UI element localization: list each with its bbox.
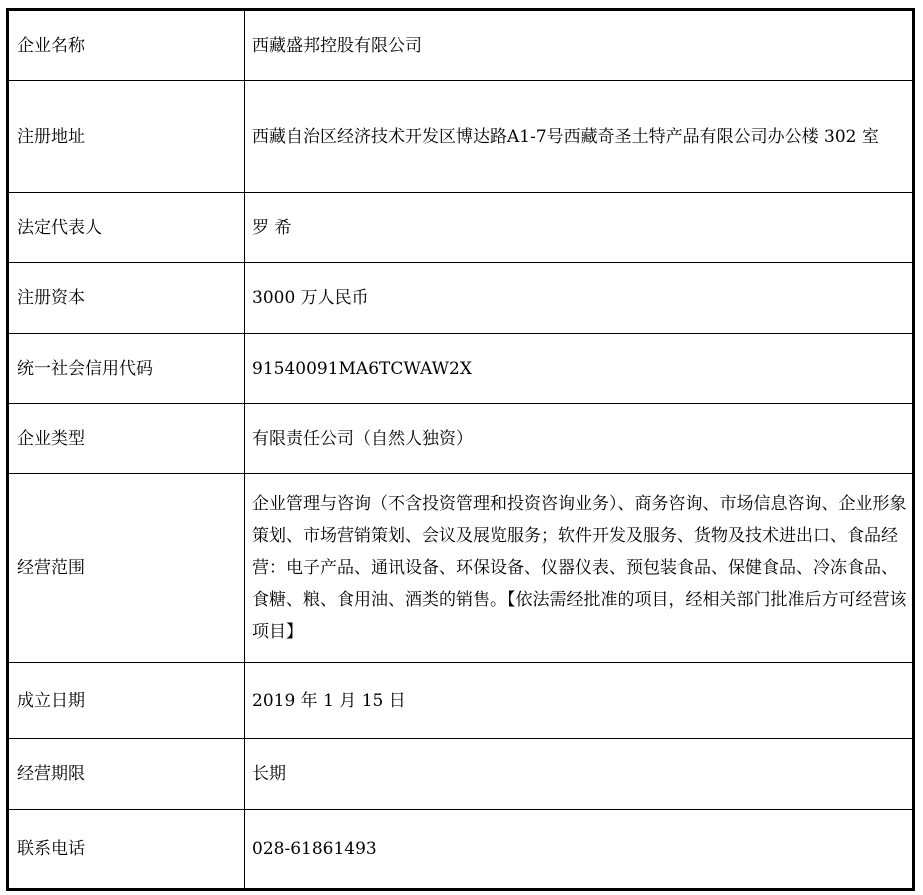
- row-value: 2019 年 1 月 15 日: [245, 663, 914, 739]
- table-row: [8, 81, 914, 193]
- row-value: 企业管理与咨询（不含投资管理和投资咨询业务）、商务咨询、市场信息咨询、企业形象策划、市场营销策划、会议及展览服务；软件开发及服务、货物及技术进出口、食品经营：电子产品、通讯设备、环保设备、仪器仪表、预包装食品、保健食品、冷冻食品、食糖、粮、食用油、酒类的销售。【依法需经批准的项目，经相关部门批准后方可经营该项目】: [245, 474, 914, 663]
- table-row: [8, 810, 914, 890]
- table-row: [8, 739, 914, 810]
- row-value: 有限责任公司（自然人独资）: [245, 404, 914, 474]
- table-row: [8, 474, 914, 663]
- row-value: 西藏自治区经济技术开发区博达路A1-7号西藏奇圣土特产品有限公司办公楼 302 室: [245, 81, 914, 193]
- row-label: 注册地址: [8, 81, 245, 193]
- table-row: [8, 334, 914, 404]
- row-value: 91540091MA6TCWAW2X: [245, 334, 914, 404]
- table-row: [8, 404, 914, 474]
- table-row: [8, 663, 914, 739]
- row-label: 统一社会信用代码: [8, 334, 245, 404]
- row-value: 3000 万人民币: [245, 263, 914, 334]
- row-label: 注册资本: [8, 263, 245, 334]
- row-value: 罗 希: [245, 193, 914, 263]
- table-row: [8, 10, 914, 81]
- row-label: 经营范围: [8, 474, 245, 663]
- row-label: 企业名称: [8, 10, 245, 81]
- row-value: 西藏盛邦控股有限公司: [245, 10, 914, 81]
- company-info-table: [6, 8, 915, 891]
- row-label: 企业类型: [8, 404, 245, 474]
- row-label: 成立日期: [8, 663, 245, 739]
- row-value: 028-61861493: [245, 810, 914, 890]
- row-label: 联系电话: [8, 810, 245, 890]
- table-row: [8, 263, 914, 334]
- table-row: [8, 193, 914, 263]
- row-value: 长期: [245, 739, 914, 810]
- row-label: 法定代表人: [8, 193, 245, 263]
- row-label: 经营期限: [8, 739, 245, 810]
